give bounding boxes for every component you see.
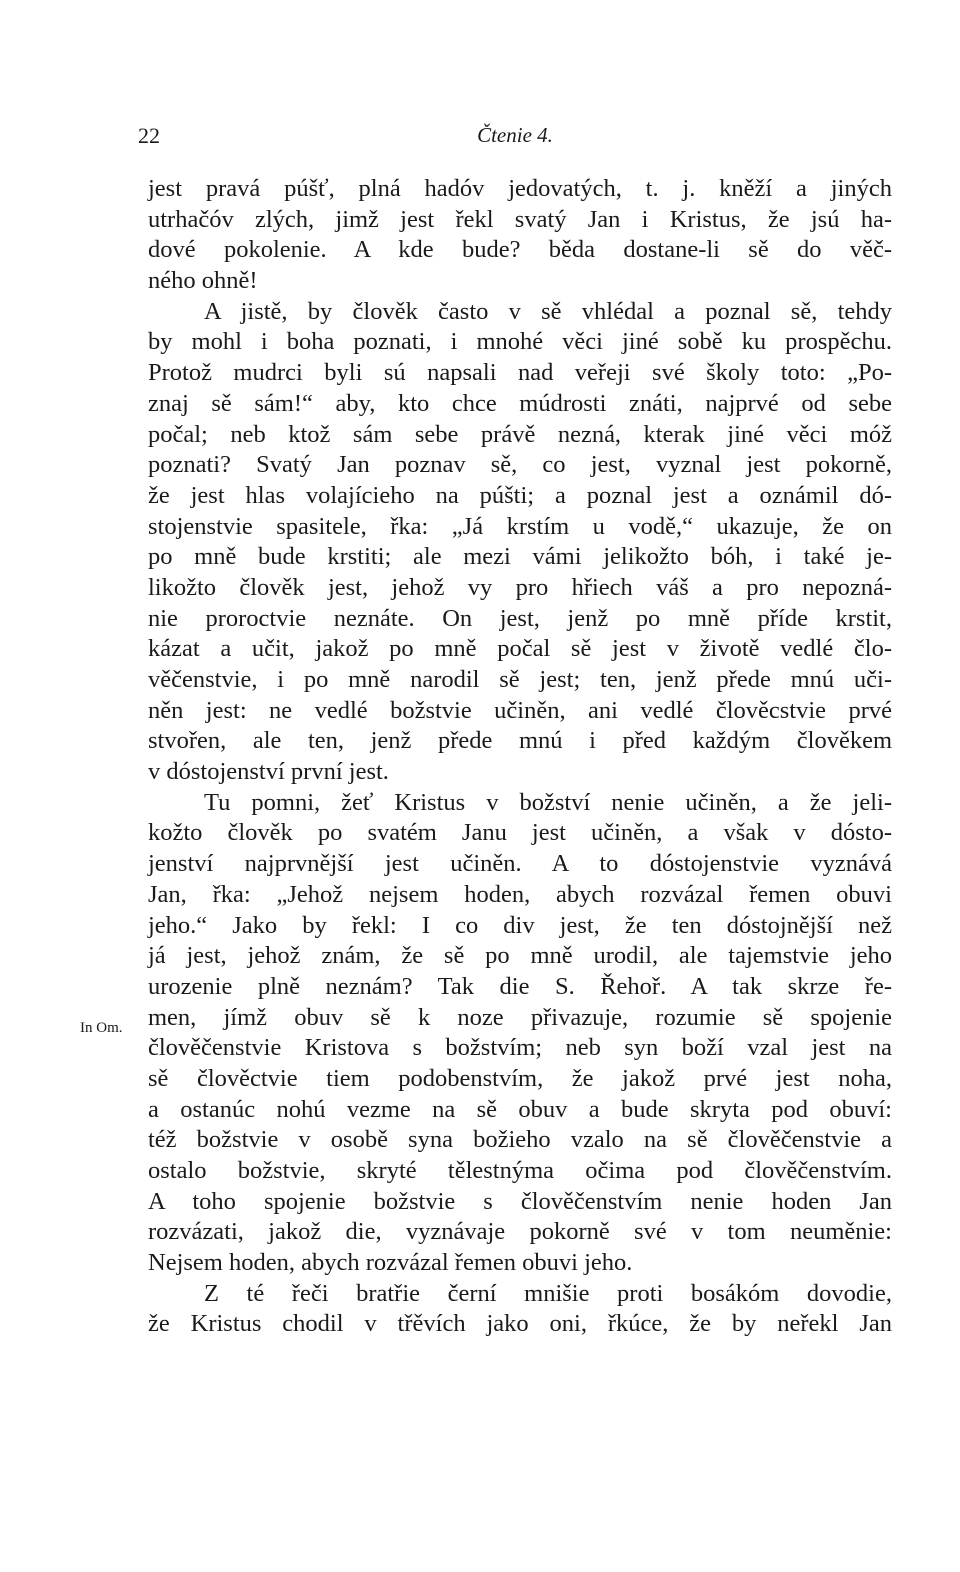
text-line: Protož mudrci byli sú napsali nad veřeji své školy toto: „Po-: [148, 359, 892, 387]
text-line: já jest, jehož znám, že sě po mně urodil, ale tajemstvie jeho: [148, 942, 892, 970]
text-line: ostalo božstvie, skryté tělestnýma očima pod člověčenstvím.: [148, 1157, 892, 1184]
text-line: též božstvie v osobě syna božieho vzalo na sě člověčenstvie a: [148, 1126, 892, 1154]
text-line: po mně bude krstiti; ale mezi vámi jelikožto bóh, i také je-: [148, 543, 892, 571]
text-line: dové pokolenie. A kde bude? běda dostane-li sě do věč-: [148, 236, 892, 264]
text-line: věčenstvie, i po mně narodil sě jest; ten, jenž přede mnú uči-: [148, 666, 892, 693]
text-line: nie proroctvie neznáte. On jest, jenž po mně příde krstit,: [148, 604, 892, 632]
text-line: Tu pomni, žeť Kristus v božství nenie učiněn, a že jeli-: [204, 788, 892, 816]
text-line: že jest hlas volajícieho na púšti; a poznal jest a oznámil dó-: [148, 481, 892, 509]
running-title: Čtenie 4.: [477, 123, 553, 147]
text-line: Nejsem hoden, abych rozvázal řemen obuvi jeho.: [148, 1249, 633, 1277]
text-line: stojenstvie spasitele, řka: „Já krstím u vodě,“ ukazuje, že on: [148, 512, 892, 540]
text-line: sě člověctvie tiem podobenstvím, že jakož prvé jest noha,: [148, 1064, 892, 1092]
text-line: v dóstojenství první jest.: [148, 758, 389, 786]
text-line: jest pravá púšť, plná hadóv jedovatých, t. j. kněží a jiných: [148, 175, 892, 202]
text-line: rozvázati, jakož die, vyznávaje pokorně své v tom neuměnie:: [148, 1218, 892, 1246]
text-line: A jistě, by člověk často v sě vhlédal a poznal sě, tehdy: [204, 297, 892, 325]
text-line: že Kristus chodil v třěvích jako oni, řkúce, že by neřekl Jan: [148, 1310, 892, 1338]
text-line: Z té řeči bratřie černí mnišie proti bosákóm dovodie,: [204, 1279, 892, 1307]
text-line: kožto člověk po svatém Janu jest učiněn, a však v dósto-: [148, 819, 892, 847]
text-line: znaj sě sám!“ aby, kto chce múdrosti znáti, najprvé od sebe: [148, 389, 892, 417]
text-line: stvořen, ale ten, jenž přede mnú i před každým člověkem: [148, 727, 892, 755]
text-line: Jan, řka: „Jehož nejsem hoden, abych rozvázal řemen obuvi: [148, 880, 892, 908]
page-number: 22: [138, 123, 160, 148]
text-line: jenství najprvnější jest učiněn. A to dóstojenstvie vyznává: [148, 850, 892, 878]
text-line: jeho.“ Jako by řekl: I co div jest, že ten dóstojnější než: [148, 911, 892, 939]
margin-note: In Om.: [80, 1020, 123, 1036]
page-header: [138, 123, 892, 157]
text-line: likožto člověk jest, jehož vy pro hřiech váš a pro nepozná-: [148, 573, 892, 601]
text-line: poznati? Svatý Jan poznav sě, co jest, vyznal jest pokorně,: [148, 451, 892, 479]
text-line: kázat a učit, jakož po mně počal sě jest v životě vedlé člo-: [148, 635, 892, 663]
text-line: utrhačóv zlých, jimž jest řekl svatý Jan i Kristus, že jsú ha-: [148, 205, 892, 233]
text-line: ného ohně!: [148, 267, 258, 295]
text-line: urozenie plně neznám? Tak die S. Řehoř. A tak skrze ře-: [148, 972, 892, 1000]
text-line: A toho spojenie božstvie s člověčenstvím nenie hoden Jan: [148, 1187, 892, 1215]
text-line: člověčenstvie Kristova s božstvím; neb syn boží vzal jest na: [148, 1034, 892, 1062]
text-line: a ostanúc nohú vezme na sě obuv a bude skryta pod obuví:: [148, 1095, 892, 1123]
text-body: [148, 174, 892, 1340]
text-line: počal; neb ktož sám sebe právě nezná, kterak jiné věci móž: [148, 420, 892, 448]
text-line: něn jest: ne vedlé božstvie učiněn, ani vedlé člověcstvie prvé: [148, 696, 892, 724]
text-line: by mohl i boha poznati, i mnohé věci jiné sobě ku prospěchu.: [148, 328, 892, 356]
text-line: men, jímž obuv sě k noze přivazuje, rozumie sě spojenie: [148, 1003, 892, 1031]
